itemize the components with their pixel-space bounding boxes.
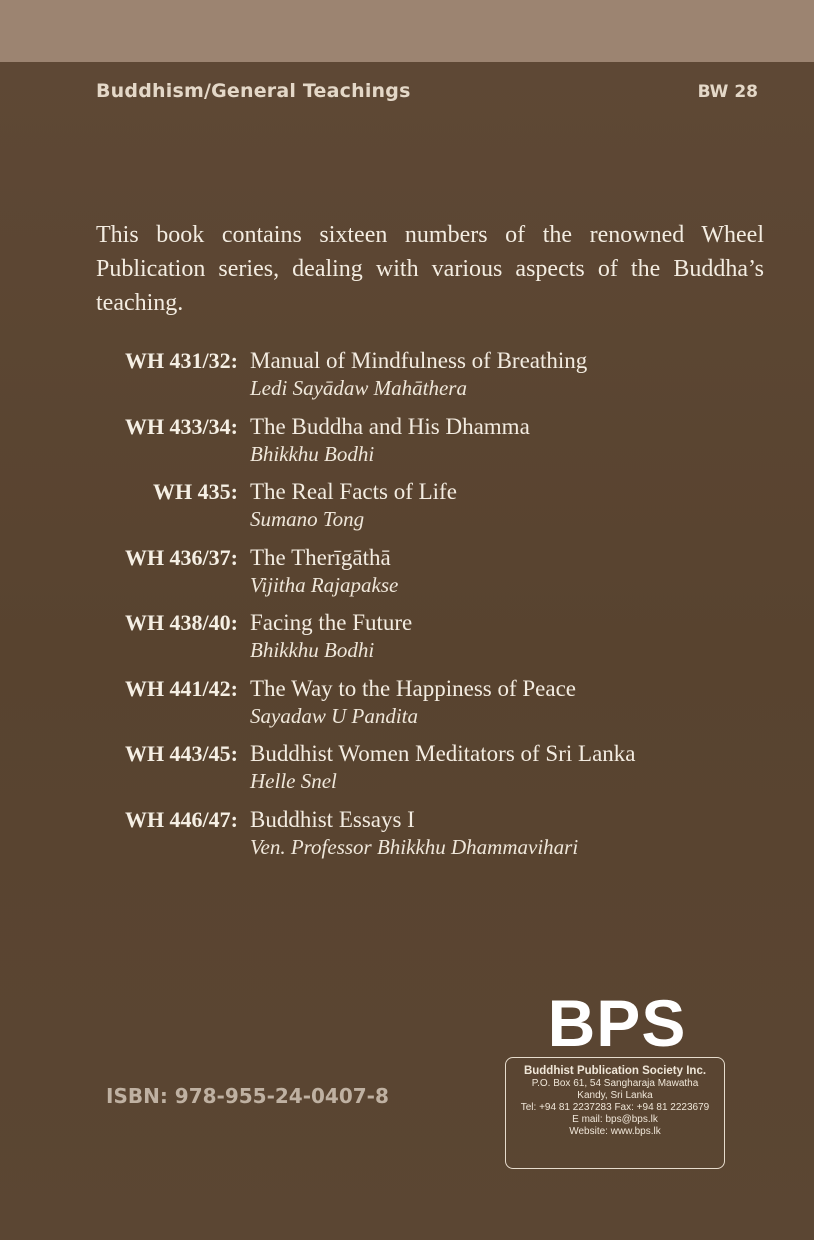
- category-label: Buddhism/General Teachings: [96, 80, 411, 102]
- publication-title: Facing the Future: [250, 610, 413, 635]
- list-item: [0, 805, 814, 871]
- publisher-email: E mail: bps@bps.lk: [572, 1114, 658, 1125]
- publication-code: WH 436/37:: [124, 544, 238, 570]
- publication-title: Buddhist Women Meditators of Sri Lanka: [250, 741, 636, 766]
- list-item: [0, 412, 814, 478]
- publication-author: Sayadaw U Pandita: [250, 703, 418, 728]
- list-item: [0, 674, 814, 740]
- top-band: [0, 0, 814, 62]
- publisher-website: Website: www.bps.lk: [569, 1126, 661, 1137]
- publication-title: The Buddha and His Dhamma: [250, 413, 530, 439]
- publication-code: WH 435:: [153, 479, 238, 504]
- publication-author: Helle Snel: [250, 769, 337, 793]
- publication-title: Buddhist Essays I: [250, 806, 415, 832]
- publication-author: Bhikkhu Bodhi: [250, 638, 375, 662]
- publication-title: The Way to the Happiness of Peace: [250, 675, 577, 701]
- publication-code: WH 443/45:: [124, 741, 238, 766]
- series-code: BW 28: [697, 82, 758, 102]
- publication-author: Sumano Tong: [250, 507, 365, 531]
- publication-code: WH 446/47:: [124, 806, 238, 832]
- list-item: [0, 608, 814, 674]
- bps-logo: BPS: [547, 986, 687, 1060]
- publication-author: Bhikkhu Bodhi: [250, 441, 375, 466]
- isbn: ISBN: 978-955-24-0407-8: [106, 1084, 389, 1108]
- publication-author: Vijitha Rajapakse: [250, 572, 399, 597]
- publisher-city: Kandy, Sri Lanka: [577, 1090, 653, 1101]
- publisher-address: P.O. Box 61, 54 Sangharaja Mawatha: [531, 1078, 699, 1089]
- publication-list: [0, 346, 814, 870]
- publication-code: WH 433/34:: [124, 413, 238, 439]
- list-item: [0, 346, 814, 412]
- publication-title: The Therīgāthā: [250, 544, 391, 570]
- publication-code: WH 441/42:: [124, 675, 238, 701]
- list-item: [0, 739, 814, 805]
- list-item: [0, 477, 814, 543]
- publication-code: WH 438/40:: [124, 610, 238, 635]
- publication-title: The Real Facts of Life: [250, 479, 457, 504]
- publication-author: Ven. Professor Bhikkhu Dhammavihari: [250, 834, 579, 859]
- publisher-name: Buddhist Publication Society Inc.: [523, 1065, 707, 1077]
- publisher-phone: Tel: +94 81 2237283 Fax: +94 81 2223679: [520, 1102, 710, 1113]
- publisher-info-box: [505, 1057, 725, 1169]
- list-item: [0, 543, 814, 609]
- publication-author: Ledi Sayādaw Mahāthera: [250, 376, 467, 400]
- publication-title: Manual of Mindfulness of Breathing: [250, 348, 588, 373]
- intro-paragraph: This book contains sixteen numbers of the renowned Wheel Publication series, dealing with various aspects of the Buddha’s teaching.: [96, 222, 764, 316]
- publication-code: WH 431/32:: [124, 348, 238, 373]
